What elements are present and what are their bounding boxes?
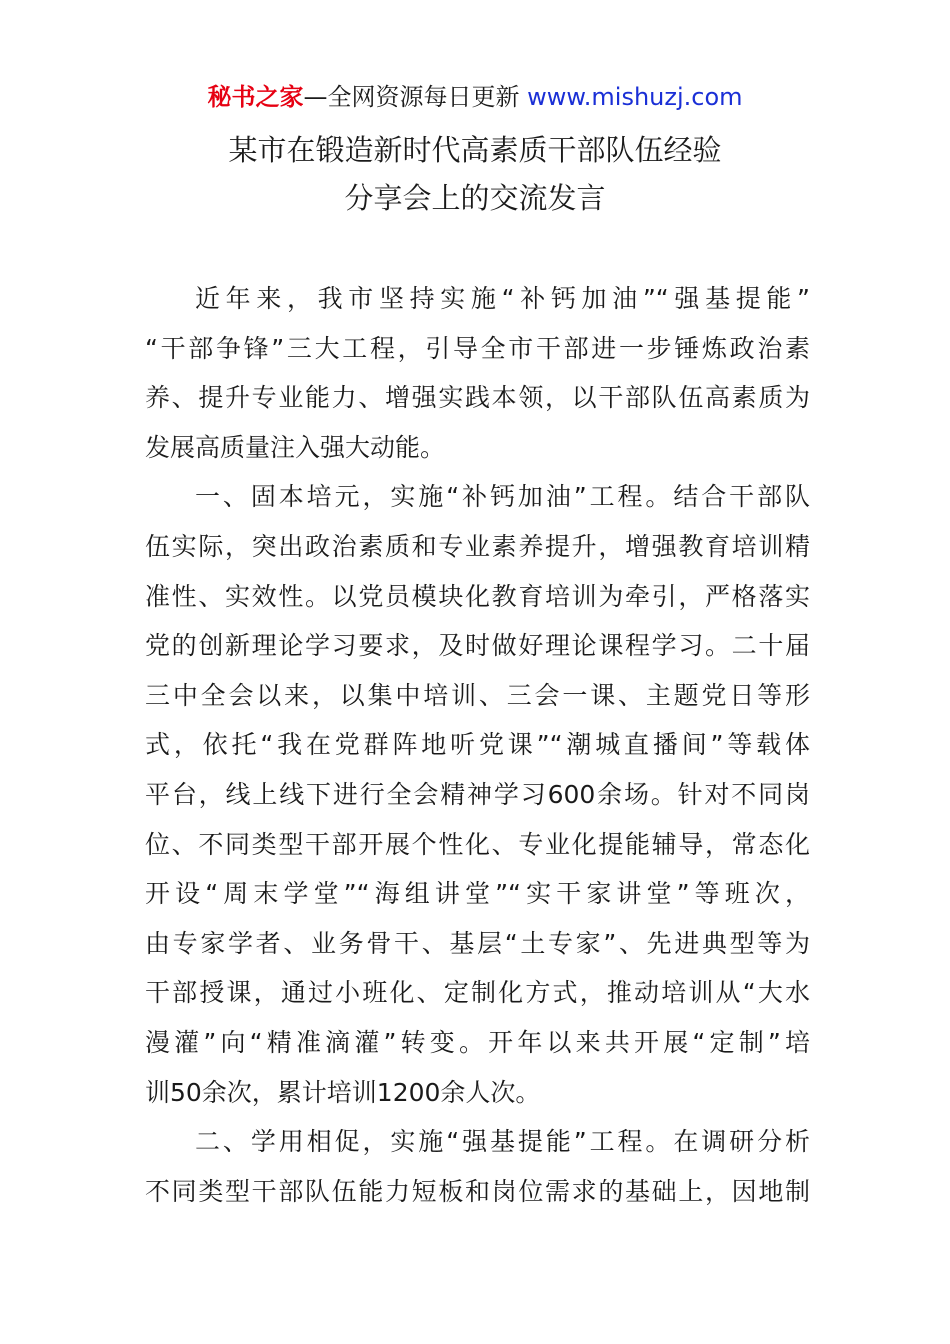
paragraph-line: 党的创新理论学习要求，及时做好理论课程学习。二十届 [145,631,810,661]
paragraph-line: 伍实际，突出政治素质和专业素养提升，增强教育培训精 [145,531,810,561]
site-header [0,80,950,114]
document-body [145,274,810,1216]
paragraph-line: “干部争锋”三大工程，引导全市干部进一步锤炼政治素 [145,333,810,363]
document-title-line-1: 某市在锻造新时代高素质干部队伍经验 [228,133,722,167]
paragraph-line: 式，依托“我在党群阵地听党课”“潮城直播间”等载体 [145,730,810,760]
paragraph-line: 养、提升专业能力、增强实践本领，以干部队伍高素质为 [145,383,810,413]
paragraph-line: 漫灌”向“精准滴灌”转变。开年以来共开展“定制”培 [145,1027,810,1057]
paragraph-line: 一、固本培元，实施“补钙加油”工程。结合干部队 [195,482,810,512]
site-url-link[interactable]: www.mishuzj.com [527,83,743,111]
paragraph-line: 不同类型干部队伍能力短板和岗位需求的基础上，因地制 [145,1176,810,1206]
paragraph-line: 平台，线上线下进行全会精神学习600余场。针对不同岗 [145,779,810,809]
paragraph-line: 准性、实效性。以党员模块化教育培训为牵引，严格落实 [145,581,810,611]
paragraph-line: 三中全会以来，以集中培训、三会一课、主题党日等形 [145,680,810,710]
paragraph-line: 二、学用相促，实施“强基提能”工程。在调研分析 [195,1127,810,1157]
paragraph-line: 发展高质量注入强大动能。 [145,432,446,462]
paragraph-line: 训50余次，累计培训1200余人次。 [145,1077,541,1107]
header-tagline: —全网资源每日更新 [303,83,528,111]
brand-name: 秘书之家 [207,83,304,111]
paragraph-line: 开设“周末学堂”“海组讲堂”“实干家讲堂”等班次， [145,879,810,909]
paragraph-line: 近年来，我市坚持实施“补钙加油”“强基提能” [195,284,810,313]
document-title-line-2: 分享会上的交流发言 [344,181,606,215]
paragraph-line: 位、不同类型干部开展个性化、专业化提能辅导，常态化 [145,829,810,859]
paragraph-line: 由专家学者、业务骨干、基层“土专家”、先进典型等为 [145,928,810,958]
paragraph-line: 干部授课，通过小班化、定制化方式，推动培训从“大水 [145,978,810,1008]
